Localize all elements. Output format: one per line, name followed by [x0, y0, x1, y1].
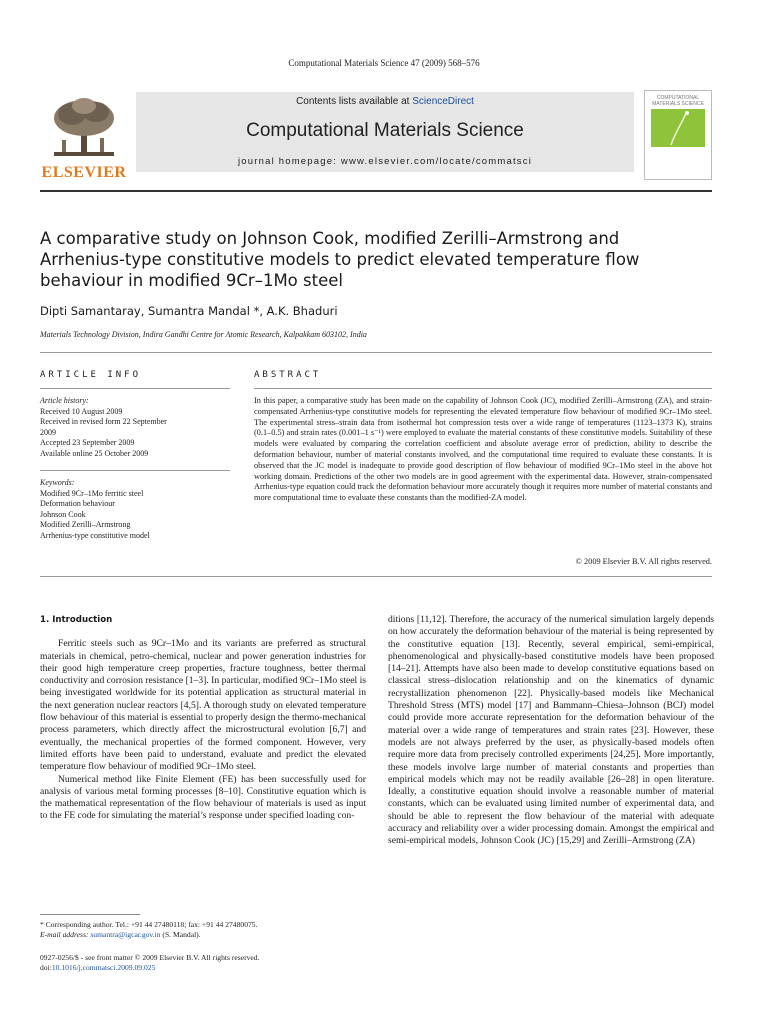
journal-homepage[interactable]: journal homepage: www.elsevier.com/locate/commatsci: [237, 156, 533, 167]
abstract-copyright: © 2009 Elsevier B.V. All rights reserved.: [575, 557, 712, 566]
abstract-text: In this paper, a comparative study has been made on the capability of Johnson Cook (JC), modified Zerilli–Armstrong (ZA), and strain-compensated Arrhenius-type constitutive models for representing the elevated temperature flow behaviour of modified 9Cr–1Mo steel. The experimental stress–strain data from isothermal hot compression tests over a wide range of temperatures (1123–1373 K), strains (0.1–0.5) and strain rates (0.001–1 s⁻¹) were employed to evaluate the material constants of these constitutive models. Suitability of these models were evaluated by comparing the correlation coefficient and absolute average error of prediction, ability to describe the deformation behaviour, number of material constants involved, and the computational time required to evaluate these constants. It is observed that the JC model is inadequate to provide good description of flow behaviour of modified 9Cr–1Mo steel in the above hot working domain. Predictions of the other two models are in good agreement with the experimental data. However, strain-compensated Arrhenius-type equation could track the deformation behaviour more accurately though it requires more number of material constants and more computational time to evaluate these constants than the modified-ZA model.: [254, 396, 712, 503]
journal-cover-thumbnail[interactable]: [644, 90, 712, 180]
doi-line: [40, 963, 370, 973]
history-heading: Article history:: [40, 396, 89, 405]
keywords-heading: Keywords:: [40, 478, 75, 487]
article-history: [40, 396, 230, 459]
author-list: Dipti Samantaray, Sumantra Mandal *, A.K. Bhaduri: [40, 304, 338, 318]
section-heading: 1. Introduction: [40, 615, 113, 625]
article-title: [40, 228, 700, 291]
keywords-divider: [40, 470, 230, 471]
history-item: 2009: [40, 427, 56, 437]
elsevier-logo[interactable]: [40, 90, 128, 184]
body-column-left: [40, 614, 366, 823]
keyword-item: Arrhenius-type constitutive model: [40, 530, 150, 540]
body-column-right: [388, 614, 714, 848]
issn-line: 0927-0256/$ - see front matter © 2009 Elsevier B.V. All rights reserved.: [40, 953, 260, 962]
email-suffix: (S. Mandal).: [160, 930, 201, 939]
cover-art-icon: [651, 109, 705, 147]
keyword-item: Modified Zerilli–Armstrong: [40, 520, 131, 529]
masthead-rule: [40, 190, 712, 192]
history-item: Received 10 August 2009: [40, 406, 123, 416]
cover-title: COMPUTATIONAL MATERIALS SCIENCE: [652, 95, 704, 107]
footnote-contact: * Corresponding author. Tel.: +91 44 27480118; fax: +91 44 27480075.: [40, 920, 258, 929]
footnote-rule: [40, 914, 140, 915]
article-info-divider: [40, 388, 230, 389]
body-paragraph: Ferritic steels such as 9Cr–1Mo and its variants are preferred as structural materials in chemical, petro-chemical, nuclear and power generation industries for their good high temperature creep properties, fracture toughness, better thermal conductivity and corrosion resistance [1–3]. In particular, modified 9Cr–1Mo steel is being investigated worldwide for its potential application as structural material in the next generation nuclear reactors [4,5]. A thorough study on elevated temperature flow behaviour of this material is essential to properly design the thermo-mechanical process parameters, which directly affect the microstructural evolution [6,7] and eventually, the mechanical properties of the formed component. However, very limited efforts have been paid to understand, evaluate and predict the elevated temperature flow behaviour of modified 9Cr–1Mo steel.: [40, 638, 366, 773]
running-head: Computational Materials Science 47 (2009) 568–576: [288, 58, 480, 68]
abstract-label: ABSTRACT: [254, 370, 322, 380]
keyword-item: Modified 9Cr–1Mo ferritic steel: [40, 488, 144, 498]
elsevier-wordmark: ELSEVIER: [41, 164, 127, 181]
contents-line: [136, 96, 634, 107]
abstract-divider: [254, 388, 712, 389]
article-info-label: ARTICLE INFO: [40, 370, 142, 380]
corresponding-author-footnote: [40, 920, 370, 940]
body-paragraph: ditions [11,12]. Therefore, the accuracy of the numerical simulation largely depends on how accurately the deformation behaviour of the material is being represented by the constitutive equation [13]. Recently, several empirical, semi-empirical, phenomenological and physically-based constitutive models have been proposed [14–21]. Attempts have also been made to develop constitutive equations based on classical stress–dislocation relationship and on the kinematics of dynamic recrystallization phenomenon [22]. Physically-based models like Mechanical Threshold Stress (MTS) model [17] and Bammann–Chiesa–Johnson (BCJ) model could provide more accurate representation for the deformation behaviour of the material over a wide range of temperatures and strain rates [23]. However, these models are not always preferred by the user, as physically-based models often require more data from precisely controlled experiments [24,25]. More importantly, these models involve large number of material constants and properties than empirical models which may not be readily available [26–28] in open literature. Ideally, a constitutive equation should involve a reasonable number of material constants, which can be evaluated using limited number of experimental data, and should be able to represent the flow behaviour of the material with adequate accuracy and reliability over a wider processing domain. Amongst the empirical and semi-empirical models, Johnson Cook (JC) [15,29] and Zerilli–Armstrong (ZA): [388, 614, 714, 847]
journal-masthead: [40, 90, 712, 184]
title-line: behaviour in modified 9Cr–1Mo steel: [40, 271, 343, 290]
front-matter: [40, 953, 370, 973]
journal-title: Computational Materials Science: [246, 120, 524, 141]
keyword-item: Johnson Cook: [40, 509, 86, 519]
keyword-item: Deformation behaviour: [40, 499, 115, 508]
author-affiliation: Materials Technology Division, Indira Gandhi Centre for Atomic Research, Kalpakkam 603102, India: [40, 330, 367, 339]
email-label: E-mail address:: [40, 930, 91, 939]
footnote-email-line: [40, 930, 370, 940]
title-line: Arrhenius-type constitutive models to predict elevated temperature flow: [40, 250, 640, 269]
doi-prefix: doi:: [40, 963, 52, 972]
sciencedirect-link[interactable]: ScienceDirect: [412, 96, 474, 107]
title-line: A comparative study on Johnson Cook, modified Zerilli–Armstrong and: [40, 229, 620, 248]
contents-prefix: Contents lists available at: [296, 96, 413, 107]
body-paragraph: Numerical method like Finite Element (FE) has been successfully used for analysis of various metal forming processes [8–10]. Constitutive equation which is the mathematical representation of the flow behaviour of materials is used as input to the FE code for simulating the material’s response under specified loading con-: [40, 773, 366, 822]
email-link[interactable]: sumantra@igcar.gov.in: [90, 930, 161, 939]
history-item: Available online 25 October 2009: [40, 448, 149, 458]
elsevier-tree-icon: [48, 96, 120, 158]
doi-link[interactable]: 10.1016/j.commatsci.2009.09.025: [51, 963, 156, 972]
header-divider: [40, 352, 712, 353]
journal-banner: [136, 92, 634, 172]
history-item: Received in revised form 22 September: [40, 417, 167, 426]
keywords: [40, 478, 230, 541]
history-item: Accepted 23 September 2009: [40, 438, 135, 447]
abstract-bottom-rule: [40, 576, 712, 577]
